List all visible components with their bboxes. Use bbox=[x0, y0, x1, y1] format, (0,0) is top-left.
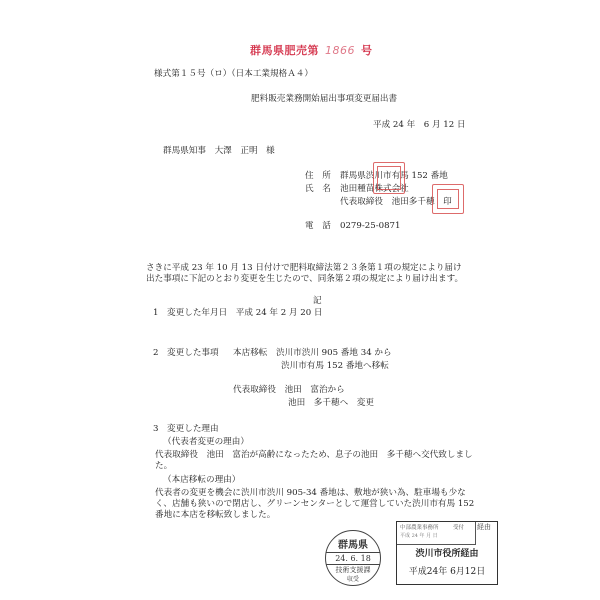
address-value: 群馬県渋川市有馬 152 番地 bbox=[340, 171, 448, 181]
registration-number-header bbox=[250, 42, 373, 58]
pref-seal-bottom: 技術支援課 bbox=[335, 566, 371, 574]
ki-heading: 記 bbox=[313, 296, 322, 306]
document-title: 肥料販売業務開始届出事項変更届出書 bbox=[251, 94, 398, 104]
city-stamp-side: 経由 bbox=[477, 523, 491, 531]
item-2-change-a-line1: 本店移転 渋川市渋川 905 番地 34 から bbox=[233, 348, 392, 358]
city-cell-2: 受付 bbox=[453, 525, 465, 531]
city-header-small: 平成 24 年 月 日 bbox=[400, 533, 438, 539]
body-paragraph: さきに平成 23 年 10 月 13 日付けで肥料取締法第２３条第１項の規定により届け出た事項に下記のとおり変更を生じたので、同条第２項の規定により届け出ます。 bbox=[146, 263, 464, 284]
form-number: 様式第１５号（ロ）（日本工業規格Ａ４） bbox=[154, 69, 313, 79]
pref-seal-date: 24. 6. 18 bbox=[326, 552, 380, 565]
addressee: 群馬県知事 大澤 正明 様 bbox=[163, 146, 275, 156]
item-3-label: 3 変更した理由 bbox=[153, 424, 219, 434]
company-seal bbox=[373, 162, 405, 194]
city-route-date: 平成24年 6月12日 bbox=[408, 567, 486, 577]
document-date: 平成 24 年 6 月 12 日 bbox=[373, 120, 466, 130]
city-stamp-header bbox=[397, 522, 476, 545]
item-2-label: 2 変更した事項 bbox=[153, 348, 219, 358]
name-label: 氏 名 bbox=[305, 184, 331, 194]
item-2-change-b-line1: 代表取締役 池田 富治から bbox=[233, 385, 345, 395]
company-name: 池田種苗株式会社 bbox=[340, 184, 409, 194]
item-2-change-b-line2: 池田 多千穂へ 変更 bbox=[288, 398, 374, 408]
reason-1-text: 代表取締役 池田 富治が高齢になったため、息子の池田 多千穂へ交代致しました。 bbox=[155, 450, 473, 471]
address-label: 住 所 bbox=[305, 171, 331, 181]
pref-seal-recv: 収受 bbox=[346, 576, 359, 583]
city-route-label: 渋川市役所経由 bbox=[415, 549, 479, 559]
item-1: 1 変更した年月日 平成 24 年 2 月 20 日 bbox=[153, 308, 323, 318]
reg-number: 1866 bbox=[325, 44, 355, 57]
representative-seal bbox=[432, 184, 464, 214]
city-routing-stamp bbox=[396, 521, 498, 585]
item-2-change-a-line2: 渋川市有馬 152 番地へ移転 bbox=[281, 361, 389, 371]
reason-2-text: 代表者の変更を機会に渋川市渋川 905-34 番地は、敷地が狭い為、駐車場も少なく、店舗も狭いので閉店し、グリーンセンターとして運営していた渋川市有馬 152 番地に本店を移転致しました。 bbox=[155, 488, 475, 520]
representative-name: 代表取締役 池田多千穂 印 bbox=[340, 197, 452, 207]
reason-1-title: （代表者変更の理由） bbox=[163, 437, 249, 447]
pref-seal-top: 群馬県 bbox=[338, 540, 368, 551]
phone-value: 0279-25-0871 bbox=[340, 221, 401, 231]
reason-2-title: （本店移転の理由） bbox=[163, 475, 241, 485]
phone-label: 電 話 bbox=[305, 221, 331, 231]
prefecture-receipt-seal bbox=[325, 530, 381, 586]
reg-prefix: 群馬県肥売第 bbox=[250, 44, 319, 57]
city-cell-1: 中部農業事務所 bbox=[400, 525, 439, 531]
reg-suffix: 号 bbox=[361, 44, 373, 57]
